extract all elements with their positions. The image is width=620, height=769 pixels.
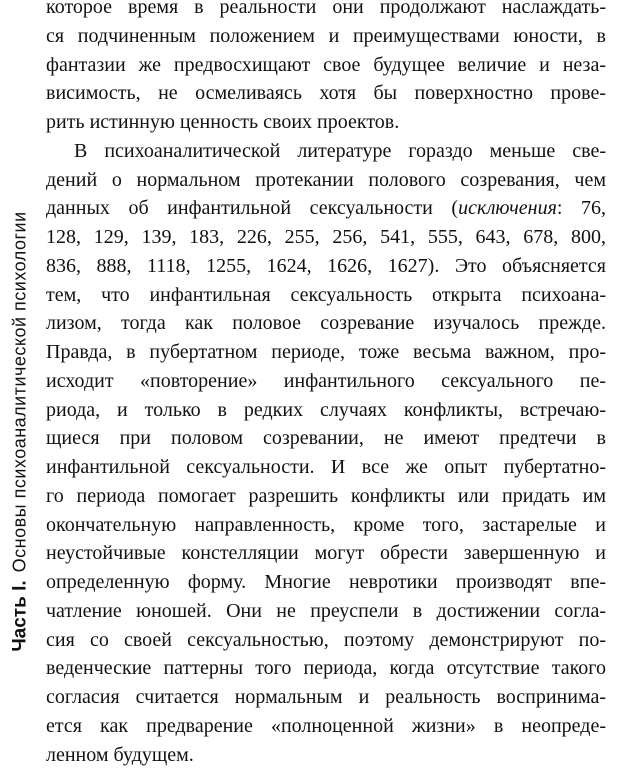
text-line: дений о нормальном протекании полового созревания, чем — [46, 166, 606, 195]
running-head-text — [11, 211, 30, 651]
text-line: В психоаналитической литературе гораздо меньше све- — [46, 137, 606, 166]
text-segment: данных об инфантильной сексуальности ( — [46, 197, 458, 219]
text-line: 128, 129, 139, 183, 226, 255, 256, 541, 555, 643, 678, 800, — [46, 223, 606, 252]
text-line: которое время в реальности они продолжают наслаждать- — [46, 0, 606, 22]
running-head-vertical — [6, 196, 34, 666]
text-line: ется как предварение «полноценной жизни» в неопреде- — [46, 712, 606, 741]
text-line: го периода помогает разрешить конфликты или придать им — [46, 482, 606, 511]
text-line: неустойчивые констелляции могут обрести завершенную и — [46, 539, 606, 568]
paragraph-2 — [46, 137, 606, 769]
text-line: 836, 888, 1118, 1255, 1624, 1626, 1627). Это объясняется — [46, 252, 606, 281]
text-line: веденческие паттерны того периода, когда отсутствие такого — [46, 654, 606, 683]
text-line: сия со своей сексуальностью, поэтому демонстрируют по- — [46, 626, 606, 655]
text-line: окончательную направленность, кроме того, застарелые и — [46, 511, 606, 540]
paragraph-1 — [46, 0, 606, 137]
text-line: щиеся при половом созревании, не имеют предтечи в — [46, 424, 606, 453]
text-line: тем, что инфантильная сексуальность открыта психоана- — [46, 281, 606, 310]
text-line: ленном будущем. — [46, 741, 606, 769]
text-line: рить истинную ценность своих проектов. — [46, 108, 606, 137]
page-body — [46, 0, 606, 769]
text-segment: : 76, — [557, 197, 606, 219]
text-line: согласия считается нормальным и реальность воспринима- — [46, 683, 606, 712]
text-line: ся подчиненным положением и преимуществами юности, в — [46, 22, 606, 51]
text-line: риода, и только в редких случаях конфликты, встречаю- — [46, 396, 606, 425]
part-title: Основы психоаналитической психологии — [10, 211, 30, 572]
text-line: висимость, не осмеливаясь хотя бы поверхностно прове- — [46, 79, 606, 108]
italic-term: исключения — [458, 197, 557, 219]
part-number: Часть I. — [10, 580, 31, 651]
text-line: чатление юношей. Они не преуспели в достижении согла- — [46, 597, 606, 626]
text-line: лизом, тогда как половое созревание изучалось прежде. — [46, 309, 606, 338]
text-line: определенную форму. Многие невротики производят впе- — [46, 568, 606, 597]
text-line: исходит «повторение» инфантильного сексуального пе- — [46, 367, 606, 396]
text-line: инфантильной сексуальности. И все же опыт пубертатно- — [46, 453, 606, 482]
text-line: Правда, в пубертатном периоде, тоже весьма важном, про- — [46, 338, 606, 367]
text-line: фантазии же предвосхищают свое будущее величие и неза- — [46, 51, 606, 80]
text-line-with-italic — [46, 194, 606, 223]
